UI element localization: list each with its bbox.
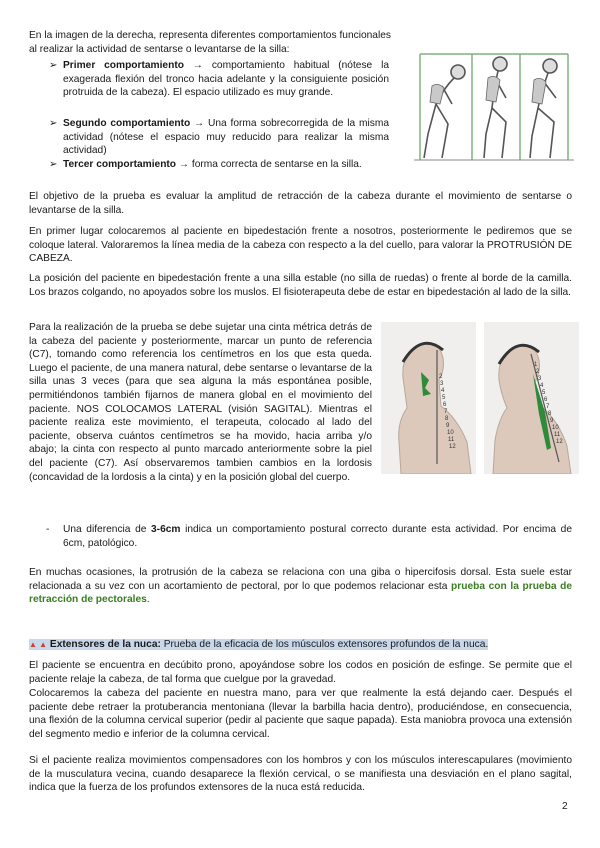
tape-number: 11 bbox=[448, 437, 455, 443]
tape-number: 11 bbox=[554, 432, 561, 438]
bullet-bold: Tercer comportamiento bbox=[63, 159, 177, 170]
list-item bbox=[49, 117, 389, 158]
list-item bbox=[46, 523, 572, 550]
dash-text-bold: 3-6cm bbox=[151, 524, 181, 535]
arrow-bullet-icon: ➢ bbox=[49, 159, 58, 170]
paragraph: La posición del paciente en bipedestación frente a una silla estable (no silla de ruedas) o frente al borde de la camilla. Los brazos colgando, no apoyados sobre los muslos. El fisioterapeuta debe de estar en bipedestación al lado de la silla. bbox=[29, 273, 572, 298]
paragraph bbox=[29, 566, 572, 607]
paragraph: Colocaremos la cabeza del paciente en nuestra mano, para ver que realmente la está dejando caer. Después el paciente debe retraer la protuberancia mentoniana (llevar la barbilla hacia dentro), produciéndose, en consecuencia, una flexión de la columna cervical superior (pedir al paciente que saque papada). Esta maniobra provoca una extensión del segmento medio e inferior de la columna cervical. bbox=[29, 688, 572, 740]
tape-number: 4 bbox=[540, 383, 544, 389]
tape-number: 5 bbox=[542, 390, 546, 396]
tape-number: 7 bbox=[546, 404, 550, 410]
page-number: 2 bbox=[562, 801, 568, 812]
bullet-text: → forma correcta de sentarse en la silla. bbox=[176, 159, 362, 170]
section-title: Extensores de la nuca: bbox=[49, 639, 161, 650]
tape-number: 6 bbox=[443, 402, 447, 408]
tape-number: 10 bbox=[552, 425, 559, 431]
intro-text: En la imagen de la derecha, representa diferentes comportamientos funcionales al realizar la actividad de sentarse o levantarse de la silla: bbox=[29, 30, 391, 55]
sit-to-stand-figure bbox=[414, 38, 574, 162]
tape-number: 6 bbox=[544, 397, 548, 403]
tape-number: 8 bbox=[445, 416, 449, 422]
tape-number: 9 bbox=[446, 423, 450, 429]
tape-number: 7 bbox=[444, 409, 448, 415]
cervical-tape-photos bbox=[381, 322, 579, 474]
paragraph: El objetivo de la prueba es evaluar la amplitud de retracción de la cabeza durante el movimiento de sentarse o levantarse de la silla. bbox=[29, 191, 572, 216]
paragraph-end: . bbox=[146, 594, 150, 606]
arrow-bullet-icon: ➢ bbox=[49, 60, 58, 71]
tape-number: 3 bbox=[538, 376, 542, 382]
paragraph: Si el paciente realiza movimientos compensadores con los hombros y con los músculos interescapulares (movimiento de la musculatura vecina, cuando desaparece la flexión cervical, o se manifiesta una desviación en el plano sagital, indica que la fuerza de los profundos extensores de la nuca está reducida. bbox=[29, 755, 572, 794]
list-item bbox=[49, 59, 389, 100]
tape-number: 4 bbox=[441, 388, 445, 394]
section-heading bbox=[29, 638, 572, 652]
tape-number: 12 bbox=[556, 439, 563, 445]
paragraph: Para la realización de la prueba se debe sujetar una cinta métrica detrás de la cabeza del paciente y posteriormente, marcar un punto de referencia (C7), tomando como referencia los centímetros en los que esta queda. Luego el paciente, de una manera natural, debe sentarse o levantarse de la silla unas 3 veces (para que sea alguna la más espontánea posible, permitiéndonos también fijarnos de manera global en el movimiento del paciente. NOS COLOCAMOS LATERAL (visión SAGITAL). Mientras el paciente realiza este movimiento, el terapeuta, colocado al lado del paciente, observa cuántos centímetros se ha movido, hacia arriba y/o abajo; la cinta con respecto al punto marcado anteriormente sobre la piel del paciente (C7). Así observaremos tambien cambios en la lordosis (concavidad de la lordosis a la cinta) y en la posición global del cuerpo. bbox=[29, 322, 372, 483]
tape-number: 5 bbox=[442, 395, 446, 401]
highlight-link-text: prueba con la prueba de retracción de pectorales bbox=[29, 580, 573, 606]
arrow-bullet-icon: ➢ bbox=[49, 118, 58, 129]
paragraph: El paciente se encuentra en decúbito prono, apoyándose sobre los codos en posición de esfinge. Se permite que el paciente relaje la cabeza, de tal forma que cuelgue por la gravedad. bbox=[29, 660, 572, 685]
tape-number: 10 bbox=[447, 430, 454, 436]
tape-number: 8 bbox=[548, 411, 552, 417]
tape-number: 1 bbox=[534, 362, 538, 368]
paragraph: En primer lugar colocaremos al paciente en bipedestación frente a nosotros, posteriormente le pediremos que se coloque lateral. Valoraremos la línea media de la cabeza con respecto a la del cuello, para valorar la PROTRUSIÓN DE CABEZA. bbox=[29, 226, 572, 265]
dash-text-post: indica un comportamiento postural correcto durante esta actividad. Por encima de 6cm, patológico. bbox=[63, 524, 573, 549]
dash-bullet: - bbox=[46, 524, 50, 535]
bullet-text: → Una forma sobrecorregida de la misma actividad (nótese el espacio muy reducido para realizar la misma actividad) bbox=[63, 118, 389, 157]
tape-number: 3 bbox=[440, 381, 444, 387]
bullet-text: → comportamiento habitual (nótese la exagerada flexión del tronco hacia adelante y la consiguiente posición protruida de la cabeza). El espacio utilizado es muy grande. bbox=[63, 60, 389, 99]
tape-number: 12 bbox=[449, 444, 456, 450]
dash-text-pre: Una diferencia de bbox=[63, 524, 152, 535]
list-item bbox=[49, 158, 389, 172]
bullet-bold: Segundo comportamiento bbox=[63, 118, 191, 129]
tape-number: 9 bbox=[550, 418, 554, 424]
section-subtitle: Prueba de la eficacia de los músculos extensores profundos de la nuca. bbox=[160, 639, 489, 650]
triangle-icon: ▲ ▲ bbox=[29, 640, 48, 649]
bullet-bold: Primer comportamiento bbox=[63, 60, 184, 71]
tape-number: 2 bbox=[439, 374, 443, 380]
paragraph-text: En muchas ocasiones, la protrusión de la cabeza se relaciona con una giba o hipercifosis dorsal. Esta suele estar relacionada a su vez con un acortamiento de pectoral, por lo que podemos relacionar esta bbox=[29, 567, 572, 592]
tape-number: 2 bbox=[536, 369, 540, 375]
